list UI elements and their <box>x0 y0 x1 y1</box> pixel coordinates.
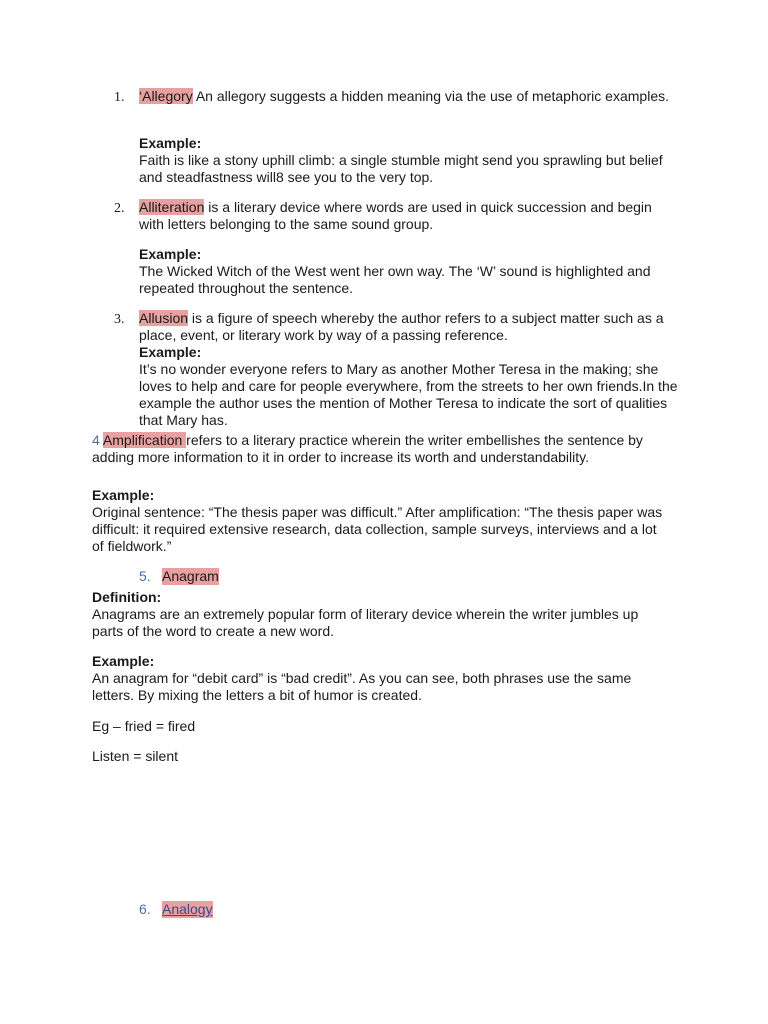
item-number: 6. <box>139 901 151 917</box>
term-highlight: Anagram <box>162 568 219 584</box>
example-extra: Listen = silent <box>92 748 178 764</box>
example-text: Original sentence: “The thesis paper was difficult.” After amplification: “The thesis paper was difficult: it required extensive research, data collection, sample surveys, interviews and a lot of fieldwork.” <box>92 504 663 554</box>
example-label: Example: <box>92 653 155 669</box>
example-label: Example: <box>139 344 202 360</box>
definition-text: refers to a literary practice wherein the writer embellishes the sentence by adding more information to it in order to increase its worth and understandability. <box>92 432 643 465</box>
item-number: 4 <box>92 432 103 448</box>
definition-label: Definition: <box>92 589 162 605</box>
item-definition <box>139 88 679 105</box>
item-definition <box>92 432 672 466</box>
analogy-link[interactable]: Analogy <box>162 901 213 917</box>
example-text: An anagram for “debit card” is “bad credit”. As you can see, both phrases use the same letters. By mixing the letters a bit of humor is created. <box>92 670 632 703</box>
example-text: It’s no wonder everyone refers to Mary as another Mother Teresa in the making; she loves to help and care for people everywhere, from the streets to her own friends.In the example the author uses the mention of Mother Teresa to indicate the sort of qualities that Mary has. <box>139 361 678 428</box>
example-label: Example: <box>139 246 202 262</box>
item-definition <box>139 310 679 344</box>
term-highlight: Amplification <box>102 432 187 448</box>
example-extra: Eg – fried = fired <box>92 718 196 734</box>
definition-text: is a figure of speech whereby the author refers to a subject matter such as a place, event, or literary work by way of a passing reference. <box>139 310 664 343</box>
definition-text: Anagrams are an extremely popular form of literary device wherein the writer jumbles up parts of the word to create a new word. <box>92 606 639 639</box>
example-label: Example: <box>139 135 202 151</box>
item-definition <box>139 199 679 233</box>
example-text: The Wicked Witch of the West went her own way. The ‘W’ sound is highlighted and repeated throughout the sentence. <box>139 263 651 296</box>
example-label: Example: <box>92 487 155 503</box>
definition-text: is a literary device where words are used in quick succession and begin with letters belonging to the same sound group. <box>139 199 652 232</box>
term-highlight: ‘Allegory <box>139 88 193 104</box>
definition-text: An allegory suggests a hidden meaning via the use of metaphoric examples. <box>192 88 669 104</box>
example-text: Faith is like a stony uphill climb: a single stumble might send you sprawling but belief and steadfastness will8 see you to the very top. <box>139 152 663 185</box>
item-number: 2. <box>114 201 125 216</box>
term-highlight: Allusion <box>139 310 189 326</box>
term-highlight: Alliteration <box>139 199 205 215</box>
item-number: 3. <box>114 312 125 327</box>
item-number: 5. <box>139 568 151 584</box>
item-number: 1. <box>114 90 125 105</box>
